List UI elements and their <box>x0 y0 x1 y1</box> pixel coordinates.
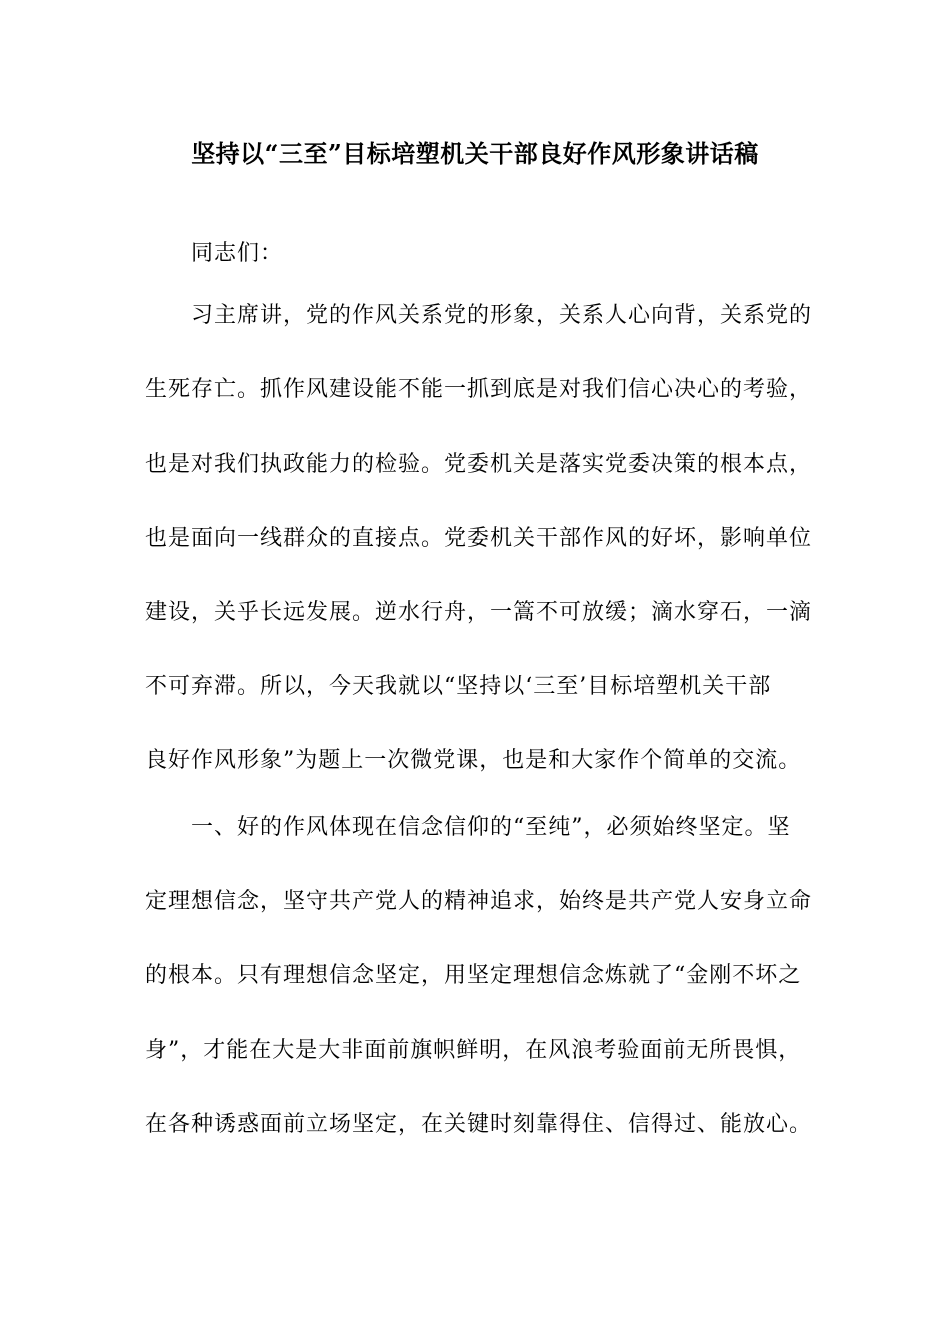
paragraph-2-line-2: 定理想信念，坚守共产党人的精神追求，始终是共产党人安身立命 <box>145 889 813 914</box>
paragraph-2-line-3: 的根本。只有理想信念坚定，用坚定理想信念炼就了“金刚不坏之 <box>145 963 802 988</box>
paragraph-1-line-1: 习主席讲，党的作风关系党的形象，关系人心向背，关系党的 <box>191 303 813 328</box>
paragraph-2-line-4: 身”，才能在大是大非面前旗帜鲜明，在风浪考验面前无所畏惧， <box>145 1038 802 1063</box>
paragraph-1-line-6: 不可弃滞。所以，今天我就以“坚持以‘三至’目标培塑机关干部 <box>145 674 772 699</box>
paragraph-1-line-5: 建设，关乎长远发展。逆水行舟，一篙不可放缓；滴水穿石，一滴 <box>145 600 813 625</box>
paragraph-2-line-5: 在各种诱惑面前立场坚定，在关键时刻靠得住、信得过、能放心。 <box>145 1112 813 1137</box>
paragraph-1-line-7: 良好作风形象”为题上一次微党课，也是和大家作个简单的交流。 <box>145 748 802 773</box>
salutation: 同志们： <box>191 241 284 266</box>
paragraph-1-line-3: 也是对我们执政能力的检验。党委机关是落实党委决策的根本点， <box>145 452 813 477</box>
paragraph-1-line-4: 也是面向一线群众的直接点。党委机关干部作风的好坏，影响单位 <box>145 526 813 551</box>
paragraph-2-line-1: 一、好的作风体现在信念信仰的“至纯”，必须始终坚定。坚 <box>191 815 791 840</box>
document-title: 坚持以“三至”目标培塑机关干部良好作风形象讲话稿 <box>191 139 759 168</box>
paragraph-1-line-2: 生死存亡。抓作风建设能不能一抓到底是对我们信心决心的考验， <box>145 377 813 402</box>
